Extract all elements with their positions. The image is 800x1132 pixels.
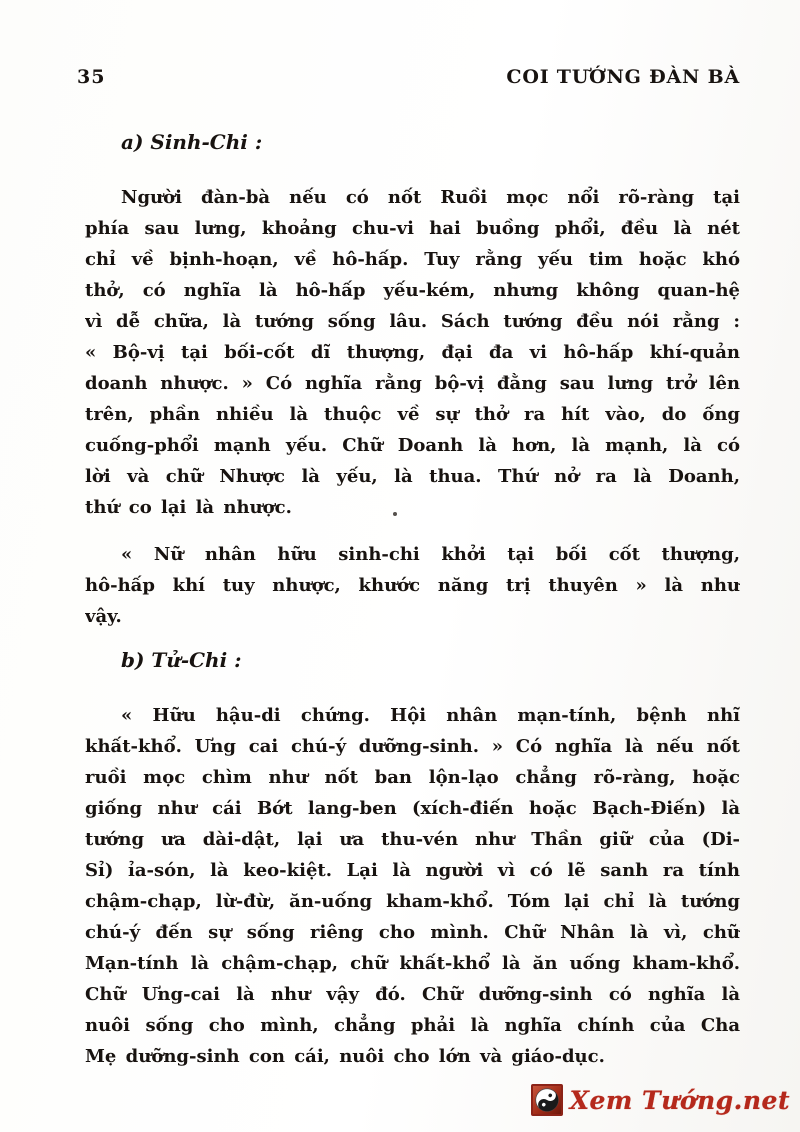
section-heading-sinh-chi: a) Sinh-Chi :	[121, 130, 263, 154]
text-line: doanh nhược. » Có nghĩa rằng bộ-vị đằng sau lưng trở lên	[85, 373, 740, 394]
section-heading-tu-chi: b) Tử-Chi :	[121, 648, 242, 672]
text-line: Chữ Ưng-cai là như vậy đó. Chữ dưỡng-sinh có nghĩa là	[85, 984, 740, 1005]
text-line: tướng ưa dài-dật, lại ưa thu-vén như Thần giữ của (Di-	[85, 829, 740, 850]
book-title: COI TƯỚNG ĐÀN BÀ	[506, 66, 740, 88]
scan-speck	[393, 512, 397, 516]
running-header	[77, 66, 740, 90]
text-line: cuống-phổi mạnh yếu. Chữ Doanh là hơn, là mạnh, là có	[85, 435, 740, 456]
text-line: khất-khổ. Ưng cai chú-ý dưỡng-sinh. » Có nghĩa là nếu nốt	[85, 736, 740, 757]
watermark-text: Xem Tướng.net	[569, 1085, 790, 1115]
text-line: Mạn-tính là chậm-chạp, chữ khất-khổ là ăn uống kham-khổ.	[85, 953, 740, 974]
text-line: chú-ý đến sự sống riêng cho mình. Chữ Nhân là vì, chữ	[85, 922, 740, 943]
text-line: chỉ về bịnh-hoạn, về hô-hấp. Tuy rằng yếu tim hoặc khó	[85, 249, 740, 270]
watermark	[531, 1084, 790, 1116]
text-line: ruồi mọc chìm như nốt ban lộn-lạo chẳng rõ-ràng, hoặc	[85, 767, 740, 788]
text-line: lời và chữ Nhược là yếu, là thua. Thứ nở ra là Doanh,	[85, 466, 740, 487]
yin-yang-icon	[531, 1084, 563, 1116]
text-line: thở, có nghĩa là hô-hấp yếu-kém, nhưng không quan-hệ	[85, 280, 740, 301]
paragraph	[85, 700, 740, 1072]
text-line: phía sau lưng, khoảng chu-vi hai buồng phổi, đều là nét	[85, 218, 740, 239]
text-line: « Nữ nhân hữu sinh-chi khởi tại bối cốt thượng,	[121, 544, 740, 565]
text-line: trên, phần nhiều là thuộc về sự thở ra hít vào, do ống	[85, 404, 740, 425]
page-number: 35	[77, 66, 106, 88]
paragraph	[85, 539, 740, 632]
text-line: Người đàn-bà nếu có nốt Ruồi mọc nổi rõ-ràng tại	[121, 187, 740, 208]
text-line: vậy.	[85, 606, 122, 627]
text-line: chậm-chạp, lừ-đừ, ăn-uống kham-khổ. Tóm lại chỉ là tướng	[85, 891, 740, 912]
paragraph	[85, 182, 740, 523]
page-content	[77, 66, 740, 1088]
text-line: Sỉ) ỉa-són, là keo-kiệt. Lại là người vì có lẽ sanh ra tính	[85, 860, 740, 881]
text-line: « Hữu hậu-di chứng. Hội nhân mạn-tính, bệnh nhĩ	[121, 705, 740, 726]
text-line: giống như cái Bớt lang-ben (xích-điến hoặc Bạch-Điến) là	[85, 798, 740, 819]
text-line: thứ co lại là nhược.	[85, 497, 292, 518]
text-line: hô-hấp khí tuy nhược, khước năng trị thuyên » là như	[85, 575, 740, 596]
text-line: « Bộ-vị tại bối-cốt dĩ thượng, đại đa vi hô-hấp khí-quản	[85, 342, 740, 363]
text-line: vì dễ chữa, là tướng sống lâu. Sách tướng đều nói rằng :	[85, 311, 740, 332]
text-line: nuôi sống cho mình, chẳng phải là nghĩa chính của Cha	[85, 1015, 740, 1036]
text-line: Mẹ dưỡng-sinh con cái, nuôi cho lớn và giáo-dục.	[85, 1046, 605, 1067]
